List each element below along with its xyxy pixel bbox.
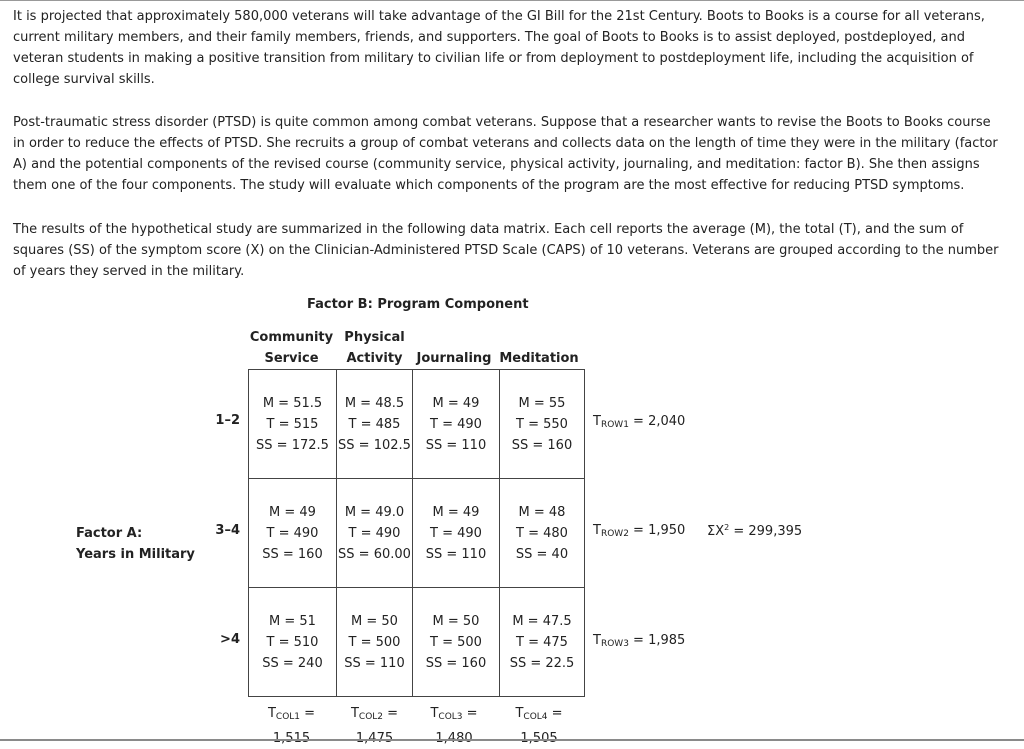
- column-total-2: [337, 703, 412, 749]
- row-total-subscript: ROW3: [600, 639, 629, 649]
- row-total-1: [593, 414, 685, 430]
- sum-x-squared-prefix: ΣX: [707, 524, 725, 539]
- factor-b-title: Factor B: Program Component: [307, 297, 529, 312]
- column-total-1: [248, 703, 335, 749]
- cell-total: T = 475: [516, 634, 568, 650]
- cell-total: T = 490: [430, 525, 482, 541]
- column-total-equals: =: [547, 706, 563, 721]
- column-header-1-line2: Service: [264, 351, 319, 366]
- cell-mean: M = 51.5: [262, 395, 323, 411]
- column-header-3: Journaling: [416, 351, 492, 366]
- matrix-cell: [413, 370, 500, 479]
- column-total-3: [412, 703, 496, 749]
- column-total-label: T: [430, 706, 439, 721]
- matrix-cell: [249, 588, 337, 697]
- column-total-equals: =: [383, 706, 399, 721]
- cell-ss: SS = 110: [425, 546, 487, 562]
- matrix-row: [249, 370, 585, 479]
- cell-ss: SS = 160: [262, 546, 323, 562]
- column-total-heading: [412, 703, 496, 728]
- cell-mean: M = 48: [518, 504, 566, 520]
- intro-paragraph: It is projected that approximately 580,000 veterans will take advantage of the GI Bill for the 21st Century. Boots to Books is a course for all veterans, current military members, and their family members, friends, and supporters. The goal of Boots to Books is to assist deployed, postdeployed, and veteran students in making a positive transition from military to civilian life or from deployment to postdeployment life, including the acquisition of college survival skills.: [13, 9, 985, 87]
- cell-mean: M = 49.0: [344, 504, 405, 520]
- matrix-cell: [500, 370, 585, 479]
- column-total-label: T: [267, 706, 276, 721]
- cell-ss: SS = 110: [344, 655, 405, 671]
- matrix-cell: [413, 588, 500, 697]
- cell-ss: SS = 102.5: [338, 437, 411, 453]
- cell-total: T = 500: [348, 634, 401, 650]
- column-total-subscript: COL1: [275, 712, 301, 722]
- cell-total: T = 510: [266, 634, 319, 650]
- matrix-cell: [337, 370, 413, 479]
- column-header-1-line1: Community: [249, 330, 334, 345]
- cell-mean: M = 50: [351, 613, 398, 629]
- factor-a-label: Factor A:: [76, 526, 143, 541]
- cell-mean: M = 49: [432, 504, 480, 520]
- ptsd-paragraph: Post-traumatic stress disorder (PTSD) is quite common among combat veterans. Suppose that a researcher wants to revise the Boots to Books course in order to reduce the effects of PTSD. She recruits a group of combat veterans and collects data on the length of time they were in the military (factor A) and the potential components of the revised course (community service, physical activity, journaling, and meditation: factor B). She then assigns them one of the four components. The study will evaluate which components of the program are the most effective for reducing PTSD symptoms.: [13, 115, 998, 193]
- matrix-cell: [337, 588, 413, 697]
- cell-mean: M = 49: [269, 504, 316, 520]
- column-total-heading: [337, 703, 412, 728]
- row-total-2: [593, 523, 685, 539]
- matrix-row: [249, 479, 585, 588]
- row-total-subscript: ROW1: [600, 420, 629, 430]
- column-total-subscript: COL3: [438, 712, 463, 722]
- row-total-value: = 1,985: [628, 633, 686, 648]
- matrix-cell: [500, 479, 585, 588]
- column-total-subscript: COL4: [523, 712, 548, 722]
- column-total-heading: [248, 703, 335, 728]
- sum-x-squared-exponent: 2: [724, 523, 730, 532]
- cell-mean: M = 47.5: [512, 613, 572, 629]
- cell-ss: SS = 110: [425, 437, 487, 453]
- column-header-2-line1: Physical: [344, 330, 405, 345]
- cell-ss: SS = 22.5: [509, 655, 575, 671]
- matrix-cell: [249, 370, 337, 479]
- cell-ss: SS = 172.5: [256, 437, 329, 453]
- matrix-cell: [500, 588, 585, 697]
- column-total-heading: [497, 703, 581, 728]
- cell-ss: SS = 40: [515, 546, 569, 562]
- row-total-label: T: [593, 523, 601, 538]
- cell-ss: SS = 160: [425, 655, 487, 671]
- matrix-row: [249, 588, 585, 697]
- column-total-label: T: [350, 706, 359, 721]
- cell-mean: M = 48.5: [344, 395, 405, 411]
- cell-ss: SS = 60.00: [338, 546, 411, 562]
- matrix-cell: [413, 479, 500, 588]
- cell-ss: SS = 160: [511, 437, 573, 453]
- column-header-4: Meditation: [499, 351, 579, 366]
- factor-a-sublabel: Years in Military: [76, 547, 195, 562]
- cell-mean: M = 51: [269, 613, 316, 629]
- row-total-value: = 2,040: [628, 414, 686, 429]
- results-paragraph: The results of the hypothetical study are summarized in the following data matrix. Each cell reports the average (M), the total (T), and the sum of squares (SS) of the symptom score (X) on the Clinician-Administered PTSD Scale (CAPS) of 10 veterans. Veterans are grouped according to the number of years they served in the military.: [13, 222, 999, 279]
- column-total-4: [497, 703, 581, 749]
- column-total-label: T: [515, 706, 524, 721]
- cell-mean: M = 49: [432, 395, 480, 411]
- row-total-3: [593, 633, 685, 649]
- cell-ss: SS = 240: [262, 655, 323, 671]
- column-total-equals: =: [462, 706, 478, 721]
- cell-total: T = 490: [266, 525, 319, 541]
- row-label-1-2: 1–2: [215, 413, 240, 428]
- cell-total: T = 500: [430, 634, 482, 650]
- cell-total: T = 480: [516, 525, 568, 541]
- row-label-3-4: 3–4: [215, 523, 240, 538]
- column-total-equals: =: [300, 706, 316, 721]
- row-total-label: T: [593, 633, 601, 648]
- sum-x-squared-value: = 299,395: [729, 524, 803, 539]
- row-label-over-4: >4: [220, 632, 240, 647]
- row-total-label: T: [593, 414, 601, 429]
- row-total-subscript: ROW2: [600, 529, 629, 539]
- top-border: [0, 0, 1024, 1]
- cell-mean: M = 55: [518, 395, 566, 411]
- cell-total: T = 550: [516, 416, 568, 432]
- column-total-subscript: COL2: [358, 712, 384, 722]
- matrix-cell: [249, 479, 337, 588]
- data-matrix: [248, 369, 585, 697]
- matrix-cell: [337, 479, 413, 588]
- cell-total: T = 485: [348, 416, 401, 432]
- cell-total: T = 515: [266, 416, 319, 432]
- cell-mean: M = 50: [432, 613, 480, 629]
- sum-x-squared: [707, 523, 802, 539]
- row-total-value: = 1,950: [628, 523, 686, 538]
- column-header-2-line2: Activity: [346, 351, 403, 366]
- cell-total: T = 490: [430, 416, 482, 432]
- bottom-border: [0, 739, 1024, 741]
- cell-total: T = 490: [348, 525, 401, 541]
